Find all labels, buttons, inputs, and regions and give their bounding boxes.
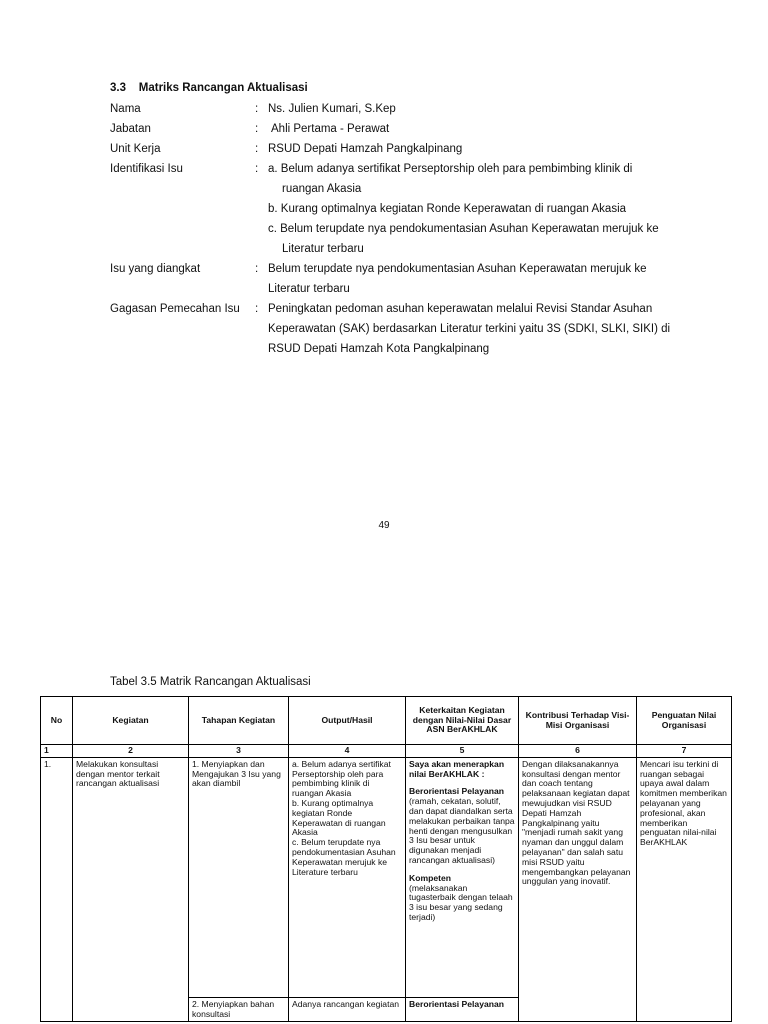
header-penguatan: Penguatan Nilai Organisasi: [637, 697, 732, 745]
header-tahapan: Tahapan Kegiatan: [189, 697, 289, 745]
isu-item-c: c. Belum terupdate nya pendokumentasian Asuhan Keperawatan merujuk ke: [268, 223, 659, 235]
field-value: Ahli Pertama - Perawat: [271, 123, 390, 135]
isu-diangkat-line: Literatur terbaru: [268, 283, 350, 295]
output-item-c: c. Belum terupdate nya pendokumentasian Asuhan Keperawatan merujuk ke Literature terbaru: [292, 837, 396, 877]
output-item-a: a. Belum adanya sertifikat Perseptorship oleh para pembimbing klinik di ruangan Akasia: [292, 758, 391, 799]
field-colon: :: [255, 163, 259, 175]
col-number: 3: [189, 745, 289, 758]
field-colon: :: [255, 143, 259, 155]
isu-diangkat-line: Belum terupdate nya pendokumentasian Asuhan Keperawatan merujuk ke: [268, 263, 647, 275]
isu-item-c-cont: Literatur terbaru: [282, 243, 364, 255]
header-no: No: [41, 697, 73, 745]
field-label: Unit Kerja: [110, 143, 161, 155]
nilai-text: (melaksanakan tugasterbaik dengan telaah 3 isu besar yang sedang terjadi): [409, 882, 513, 922]
col-number: 1: [41, 745, 73, 758]
cell-kegiatan: Melakukan konsultasi dengan mentor terkait rancangan aktualisasi: [73, 757, 189, 1022]
field-value: [268, 159, 698, 259]
nilai-title: Kompeten: [409, 872, 452, 883]
page-number: 49: [378, 520, 390, 531]
section-title: [110, 82, 308, 94]
isu-item-a-cont: ruangan Akasia: [282, 183, 362, 195]
cell-kontribusi: Dengan dilaksanakannya konsultasi dengan mentor dan coach tentang pelaksanaan kegiatan dapat mewujudkan visi RSUD Depati Hamzah Pangkalpinang yaitu "menjadi rumah sakit yang nyaman dan unggul dalam pelayanan" dan salah satu misi RSUD yaitu mengembangkan pelayanan unggulan yang inovatif.: [519, 757, 637, 1022]
header-kontribusi: Kontribusi Terhadap Visi-Misi Organisasi: [519, 697, 637, 745]
cell-output: [289, 757, 406, 997]
col-number: 6: [519, 745, 637, 758]
cell-keterkaitan: [406, 997, 519, 1022]
field-colon: :: [255, 123, 259, 135]
cell-tahapan: 2. Menyiapkan bahan konsultasi: [189, 997, 289, 1022]
col-number: 7: [637, 745, 732, 758]
field-label: Jabatan: [110, 123, 151, 135]
nilai-intro: Saya akan menerapkan nilai BerAKHLAK :: [409, 758, 505, 779]
actualization-matrix-table: [40, 696, 732, 1022]
nilai-title: Berorientasi Pelayanan: [409, 998, 505, 1009]
table-number-row: [41, 745, 732, 758]
field-value: [268, 259, 698, 299]
field-label: Isu yang diangkat: [110, 263, 201, 275]
section-title-text: Matriks Rancangan Aktualisasi: [138, 82, 308, 94]
col-number: 4: [289, 745, 406, 758]
nilai-text: (ramah, cekatan, solutif, dan dapat diandalkan serta melakukan perbaikan tanpa henti dengan mengusulkan 3 Isu besar untuk digunakan menjadi rancangan aktualisasi): [409, 796, 515, 865]
gagasan-line: Peningkatan pedoman asuhan keperawatan melalui Revisi Standar Asuhan: [268, 303, 653, 315]
field-value: [268, 299, 698, 359]
section-number: 3.3: [110, 82, 126, 94]
field-label: Gagasan Pemecahan Isu: [110, 303, 240, 315]
cell-no: 1.: [41, 757, 73, 1022]
cell-tahapan: 1. Menyiapkan dan Mengajukan 3 Isu yang akan diambil: [189, 757, 289, 997]
isu-item-b: b. Kurang optimalnya kegiatan Ronde Keperawatan di ruangan Akasia: [268, 203, 627, 215]
header-output: Output/Hasil: [289, 697, 406, 745]
field-colon: :: [255, 303, 259, 315]
gagasan-line: RSUD Depati Hamzah Kota Pangkalpinang: [268, 343, 490, 355]
cell-output: Adanya rancangan kegiatan: [289, 997, 406, 1022]
field-colon: :: [255, 263, 259, 275]
isu-item-a: a. Belum adanya sertifikat Perseptorship oleh para pembimbing klinik di: [268, 163, 633, 175]
field-value: Ns. Julien Kumari, S.Kep: [268, 103, 396, 115]
nilai-title: Berorientasi Pelayanan: [409, 786, 505, 797]
gagasan-line: Keperawatan (SAK) berdasarkan Literatur terkini yaitu 3S (SDKI, SLKI, SIKI) di: [268, 323, 671, 335]
cell-keterkaitan: [406, 757, 519, 997]
field-colon: :: [255, 103, 259, 115]
table-header-row: [41, 697, 732, 745]
field-label: Identifikasi Isu: [110, 163, 183, 175]
output-item-b: b. Kurang optimalnya kegiatan Ronde Keperawatan di ruangan Akasia: [292, 797, 386, 838]
cell-penguatan: Mencari isu terkini di ruangan sebagai upaya awal dalam komitmen memberikan pelayanan yang profesional, akan memberikan penguatan nilai-nilai BerAKHLAK: [637, 757, 732, 1022]
table-row: [41, 757, 732, 997]
table-caption: Tabel 3.5 Matrik Rancangan Aktualisasi: [110, 676, 311, 688]
header-kegiatan: Kegiatan: [73, 697, 189, 745]
header-keterkaitan: Keterkaitan Kegiatan dengan Nilai-Nilai Dasar ASN BerAKHLAK: [406, 697, 519, 745]
col-number: 2: [73, 745, 189, 758]
col-number: 5: [406, 745, 519, 758]
field-label: Nama: [110, 103, 141, 115]
field-value: RSUD Depati Hamzah Pangkalpinang: [268, 143, 463, 155]
